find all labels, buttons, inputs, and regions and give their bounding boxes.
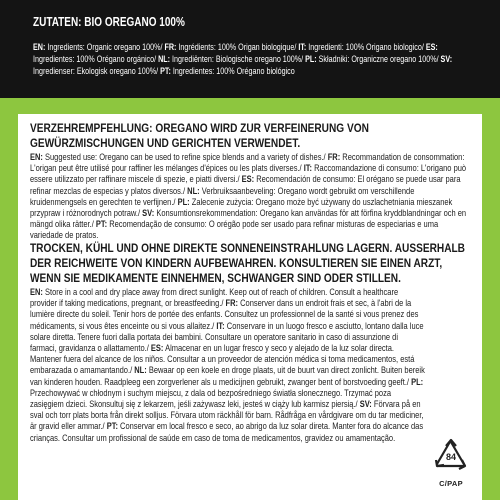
storage-text: EN: Store in a cool and dry place away from direct sunlight. Keep out of reach of children. Consult a healthcare provider if taking medications, pregnant, or breastfeeding./ FR: Conserver dans un endroit frais et sec, à l'abri de la lumière directe du soleil. Tenir hors de portée des enfants. Consultez un professionnel de la santé si vous prenez des médicaments, si vous êtes enceinte ou si vous allaitez./ IT: Conservare in un luogo fresco e asciutto, lontano dalla luce solare diretta. Tenere fuori dalla portata dei bambini. Consultare un operatore sanitario in caso di assunzione di farmaci, gravidanza o allattamento./ ES: Almacenar en un lugar fresco y seco y alejado de la luz solar directa. Mantener fuera del alcance de los niños. Consultar a un proveedor de atención médica si toma medicamentos, está embarazada o amamantando./ NL: Bewaar op een koele en droge plaats, uit de buurt van direct zonlicht. Buiten bereik van kinderen houden. Raadpleeg een zorgverlener als u medicijnen gebruikt, zwanger bent of borstvoeding geeft./ PL: Przechowywać w chłodnym i suchym miejscu, z dala od bezpośredniego światła słonecznego. Trzymać poza zasięgiem dzieci. Skonsultuj się z lekarzem, jeśli zażywasz leki, jesteś w ciąży lub karmisz piersią./ SV: Förvara på en sval och torr plats borta från direkt solljus. Förvara utom räckhåll för barn. Rådfråga en vårdgivare om du tar mediciner, är gravid eller ammar./ PT: Conservar em local fresco e seco, ao abrigo da luz solar direta. Manter fora do alcance das crianças. Consultar um profissional de saúde em caso de toma de medicamentos, gravidez ou amamentação. bbox=[30, 286, 425, 443]
usage-text: EN: Suggested use: Oregano can be used to refine spice blends and a variety of dishes./ FR: Recommandation de consommation: L'origan peut être utilisé pour raffiner les mélanges d'épices ou les plats diverses./ IT: Raccomandazione di consumo: L'origano può essere utilizzato per raffinare miscele di spezie, e piatti diversi./ ES: Recomendación de consumo: El orégano se puede usar para refinar mezclas de especias y platos diversos./ NL: Verbruiksaanbeveling: Oregano wordt gebruikt om verschillende kruidenmengsels en gerechten te verfijnen./ PL: Zalecenie zużycia: Oregano może być używany do uszlachetniania mieszanek przypraw i różnorodnych potraw./ SV: Konsumtionsrekommendation: Oregano kan användas för att förfina kryddblandningar och en mängd olika rätter./ PT: Recomendação de consumo: O orégão pode ser usado para refinar misturas de especiarias e uma variedade de pratos. bbox=[30, 151, 467, 241]
usage-section bbox=[30, 121, 500, 241]
recycling-label: C/PAP bbox=[439, 479, 463, 488]
recycling-code: 84 bbox=[445, 452, 457, 462]
ingredients-heading: ZUTATEN: BIO OREGANO 100% bbox=[33, 15, 185, 29]
usage-title: VERZEHREMPFEHLUNG: OREGANO WIRD ZUR VERFEINERUNG VON GEWÜRZMISCHUNGEN UND GERICHTEN VERWENDET. bbox=[30, 121, 369, 150]
storage-section bbox=[30, 241, 500, 443]
recycling-icon bbox=[433, 438, 469, 480]
header-band bbox=[0, 0, 500, 98]
ingredients-text: EN: Ingredients: Organic oregano 100%/ FR: Ingrédients: 100% Origan biologique/ IT: Ingredienti: 100% Origano biologico/ ES: Ingredientes: 100% Orégano orgánico/ NL: Ingrediënten: Biologische oregano 100%/ PL: Składniki: Organiczne oregano 100%/ SV: Ingredienser: Ekologisk oregano 100%/ PT: Ingredientes: 100% Orégano biológico bbox=[33, 42, 453, 77]
storage-title: TROCKEN, KÜHL UND OHNE DIREKTE SONNENEINSTRAHLUNG LAGERN. AUSSERHALB DER REICHWEITE VON KINDERN AUFBEWAHREN. KONSULTIEREN SIE EINEN ARZT, WENN SIE MEDIKAMENTE EINNEHMEN, SCHWANGER SIND ODER STILLEN. bbox=[30, 241, 465, 285]
